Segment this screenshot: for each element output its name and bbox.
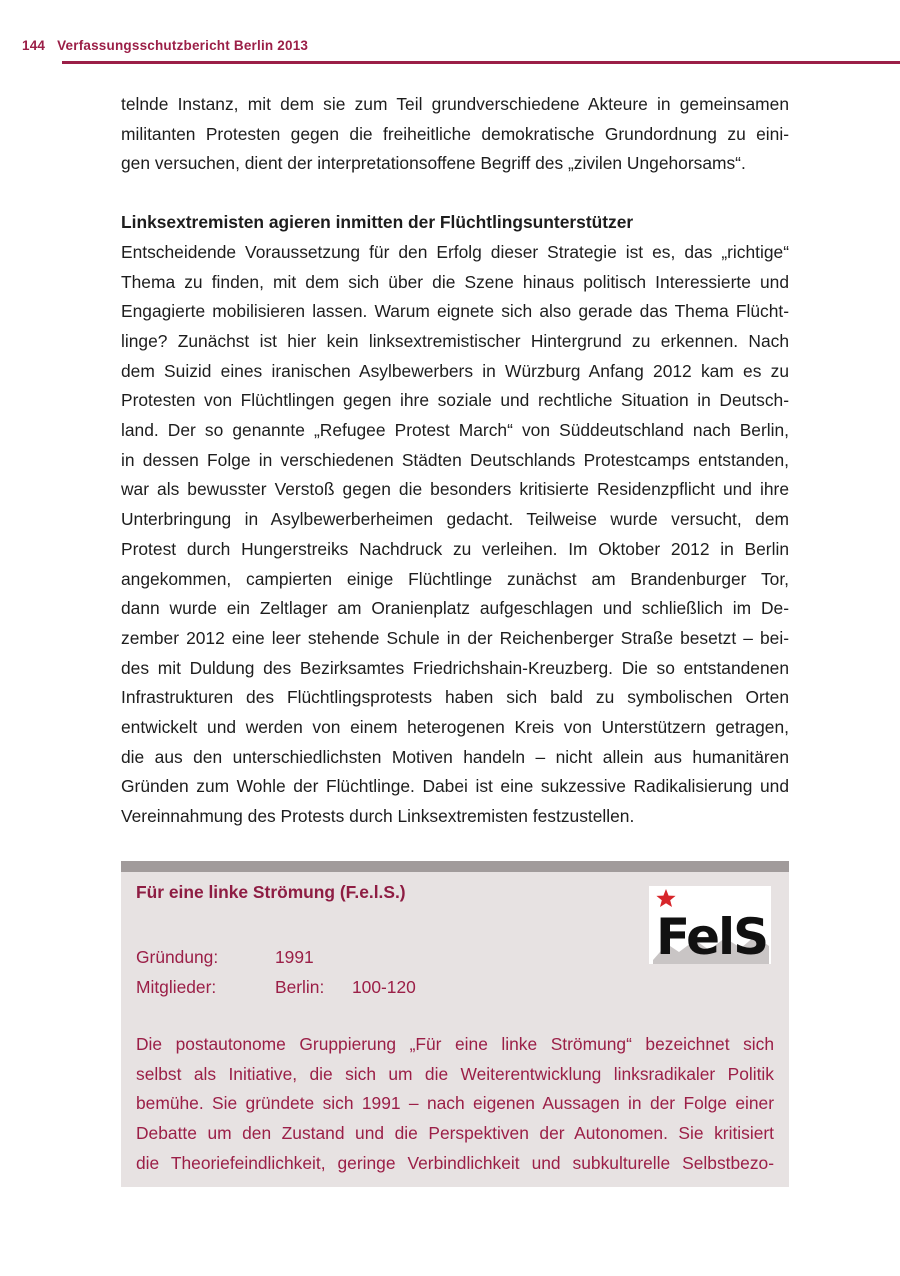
- founded-row: [136, 943, 416, 973]
- text-line: Thema zu finden, mit dem sich über die Szene hinaus politisch Interessierte und: [121, 271, 789, 292]
- infobox-description: [136, 1030, 774, 1179]
- text-line: linge? Zunächst ist hier kein linksextremistischer Hintergrund zu erkennen. Nach: [121, 330, 789, 351]
- fels-logo-icon: [649, 886, 771, 964]
- paragraph-gap: [121, 179, 789, 208]
- text-line: Infrastrukturen des Flüchtlingsprotests haben sich bald zu symbolischen Orten: [121, 687, 789, 708]
- text-line: zember 2012 eine leer stehende Schule in der Reichenberger Straße besetzt – bei-: [121, 627, 789, 648]
- founded-label: Gründung:: [136, 947, 219, 967]
- infobox-top-bar: [121, 861, 789, 872]
- members-value: 100-120: [352, 976, 416, 997]
- header-rule: [62, 61, 900, 64]
- text-line: Vereinnahmung des Protests durch Linksextremisten festzustellen.: [121, 806, 635, 827]
- organization-infobox: [121, 861, 789, 1187]
- fels-logo: [649, 886, 771, 964]
- text-line: Gründen zum Wohle der Flüchtlinge. Dabei ist eine sukzessive Radikalisierung und: [121, 776, 789, 797]
- text-line: war als bewusster Verstoß gegen die besonders kritisierte Residenzpflicht und ihre: [121, 479, 789, 500]
- infobox-text-line: bemühe. Sie gründete sich 1991 – nach eigenen Aussagen in der Folge einer: [136, 1093, 774, 1114]
- text-line: Protest durch Hungerstreiks Nachdruck zu verleihen. Im Oktober 2012 in Berlin: [121, 538, 789, 559]
- text-line: militanten Protesten gegen die freiheitliche demokratische Grundordnung zu eini-: [121, 123, 789, 144]
- infobox-facts: [136, 943, 416, 1002]
- body-text: [121, 90, 789, 832]
- infobox-text-line: Die postautonome Gruppierung „Für eine linke Strömung“ bezeichnet sich: [136, 1034, 774, 1054]
- infobox-text-line: die Theoriefeindlichkeit, geringe Verbindlichkeit und subkulturelle Selbstbezo-: [136, 1152, 774, 1173]
- text-line: land. Der so genannte „Refugee Protest March“ von Süddeutschland nach Berlin,: [121, 420, 789, 441]
- publication-title: Verfassungsschutzbericht Berlin 2013: [57, 38, 309, 53]
- infobox-text-line: selbst als Initiative, die sich um die Weiterentwicklung linksradikaler Politik: [136, 1063, 774, 1084]
- text-line: Entscheidende Voraussetzung für den Erfolg dieser Strategie ist es, das „richtige“: [121, 241, 789, 262]
- text-line: entwickelt und werden von einem heterogenen Kreis von Unterstützern getragen,: [121, 717, 789, 738]
- infobox-title: Für eine linke Strömung (F.e.l.S.): [136, 882, 406, 902]
- text-line: angekommen, campierten einige Flüchtlinge zunächst am Brandenburger Tor,: [121, 568, 789, 589]
- svg-text:FelS: FelS: [656, 908, 768, 964]
- text-line: dem Suizid eines iranischen Asylbewerbers in Würzburg Anfang 2012 kam es zu: [121, 360, 789, 381]
- members-location: Berlin:: [275, 976, 325, 997]
- text-line: Protesten von Flüchtlingen gegen ihre soziale und rechtliche Situation in Deutsch-: [121, 390, 789, 411]
- page-number: 144: [22, 38, 46, 53]
- members-label: Mitglieder:: [136, 976, 217, 997]
- text-line: die aus den unterschiedlichsten Motiven handeln – nicht allein aus humanitären: [121, 746, 789, 767]
- founded-value: 1991: [275, 947, 314, 967]
- text-line: telnde Instanz, mit dem sie zum Teil grundverschiedene Akteure in gemeinsamen: [121, 94, 789, 114]
- text-line: Unterbringung in Asylbewerberheimen gedacht. Teilweise wurde versucht, dem: [121, 509, 789, 530]
- infobox-text-line: Debatte um den Zustand und die Perspektiven der Autonomen. Sie kritisiert: [136, 1123, 774, 1144]
- text-line: dann wurde ein Zeltlager am Oranienplatz aufgeschlagen und schließlich im De-: [121, 598, 789, 619]
- running-header: [22, 38, 900, 53]
- text-line: des mit Duldung des Bezirksamtes Friedrichshain-Kreuzberg. Die so entstandenen: [121, 657, 789, 678]
- text-line: gen versuchen, dient der interpretationsoffene Begriff des „zivilen Ungehorsams“.: [121, 153, 746, 174]
- members-row: [136, 973, 416, 1003]
- text-line: in dessen Folge in verschiedenen Städten Deutschlands Protestcamps entstanden,: [121, 449, 789, 470]
- text-line: Engagierte mobilisieren lassen. Warum eignete sich also gerade das Thema Flücht-: [121, 301, 789, 322]
- section-heading: Linksextremisten agieren inmitten der Flüchtlingsunterstützer: [121, 212, 634, 233]
